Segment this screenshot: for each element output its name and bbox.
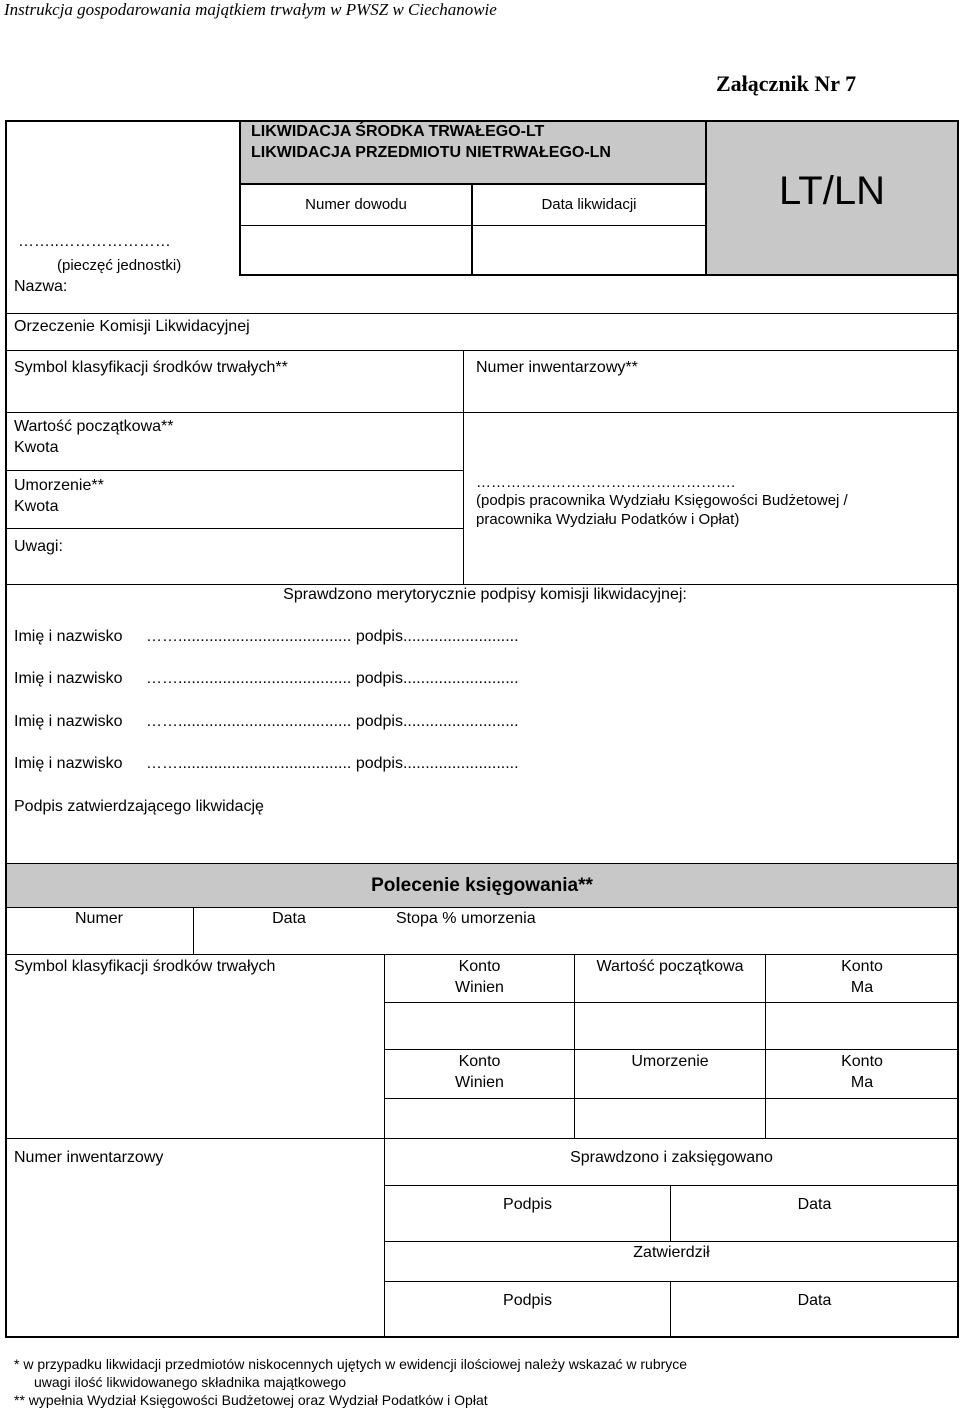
footnote-1b: uwagi ilość likwidowanego składnika majątkowego — [34, 1374, 347, 1390]
podpis-label-2: Podpis — [503, 1292, 552, 1309]
stamp-dots: ……..………………… — [18, 233, 171, 250]
ma-label: Ma — [850, 979, 874, 996]
konto-winien-label-2: Konto — [458, 1053, 501, 1070]
konto-ma-label-2: Konto — [841, 1053, 883, 1070]
member-name-label: Imię i nazwisko — [14, 713, 123, 730]
numer-dowodu-label: Numer dowodu — [305, 196, 407, 213]
data-label: Data — [272, 910, 306, 927]
signature-dots: ……………………………………………. — [476, 474, 736, 491]
members-heading: Sprawdzono merytorycznie podpisy komisji likwidacyjnej: — [283, 586, 687, 603]
footnote-2: ** wypełnia Wydział Księgowości Budżetowej oraz Wydział Podatków i Opłat — [14, 1392, 488, 1408]
member-fill-line: ……....................................... podpis.......................... — [146, 670, 519, 687]
footnote-1a: * w przypadku likwidacji przedmiotów niskocennych ujętych w ewidencji ilościowej należy wskazać w rubryce — [14, 1356, 688, 1372]
data-label-1: Data — [797, 1196, 832, 1213]
booking-title: Polecenie księgowania** — [371, 875, 593, 896]
attachment-number: Załącznik Nr 7 — [716, 71, 857, 96]
umorzenie-label: Umorzenie** — [14, 477, 104, 494]
podpis-label-1: Podpis — [503, 1196, 552, 1213]
stamp-label: (pieczęć jednostki) — [57, 257, 182, 274]
member-fill-line: ……....................................... podpis.......................... — [146, 755, 519, 772]
booking-wartosc-label: Wartość początkowa — [596, 958, 744, 975]
konto-ma-label: Konto — [841, 958, 883, 975]
data-label-2: Data — [797, 1292, 832, 1309]
winien-label: Winien — [455, 979, 504, 996]
title-line-2: LIKWIDACJA PRZEDMIOTU NIETRWAŁEGO-LN — [251, 144, 611, 161]
nazwa-label: Nazwa: — [14, 278, 68, 295]
signature-caption-2: pracownika Wydziału Podatków i Opłat) — [476, 511, 740, 528]
booking-umorzenie-label: Umorzenie — [631, 1053, 709, 1070]
member-name-label: Imię i nazwisko — [14, 755, 123, 772]
member-fill-line: ……....................................... podpis.......................... — [146, 628, 519, 645]
sprawdzono-label: Sprawdzono i zaksięgowano — [570, 1149, 773, 1166]
member-name-label: Imię i nazwisko — [14, 628, 123, 645]
member-name-label: Imię i nazwisko — [14, 670, 123, 687]
orzeczenie-label: Orzeczenie Komisji Likwidacyjnej — [14, 318, 250, 335]
numer-label: Numer — [74, 910, 123, 927]
member-fill-line: ……....................................... podpis.......................... — [146, 713, 519, 730]
form-code: LT/LN — [779, 169, 885, 213]
symbol-label: Symbol klasyfikacji środków trwałych** — [14, 359, 288, 376]
uwagi-label: Uwagi: — [14, 538, 63, 555]
kwota-label-1: Kwota — [14, 439, 59, 456]
kwota-label-2: Kwota — [14, 498, 59, 515]
konto-winien-label: Konto — [458, 958, 501, 975]
booking-symbol-label: Symbol klasyfikacji środków trwałych — [14, 958, 276, 975]
title-line-1: LIKWIDACJA ŚRODKA TRWAŁEGO-LT — [251, 123, 545, 140]
stopa-umorzenia-label: Stopa % umorzenia — [396, 910, 536, 927]
signature-caption-1: (podpis pracownika Wydziału Księgowości Budżetowej / — [476, 492, 848, 509]
zatwierdzil-label: Zatwierdził — [633, 1244, 710, 1261]
running-header: Instrukcja gospodarowania majątkiem trwałym w PWSZ w Ciechanowie — [4, 0, 497, 19]
wartosc-label: Wartość początkowa** — [14, 418, 174, 435]
winien-label-2: Winien — [455, 1074, 504, 1091]
booking-numer-inw-label: Numer inwentarzowy — [14, 1149, 164, 1166]
ma-label-2: Ma — [850, 1074, 874, 1091]
approver-signature-label: Podpis zatwierdzającego likwidację — [14, 798, 264, 815]
numer-inwentarzowy-label: Numer inwentarzowy** — [476, 359, 638, 376]
data-likwidacji-label: Data likwidacji — [541, 196, 637, 213]
